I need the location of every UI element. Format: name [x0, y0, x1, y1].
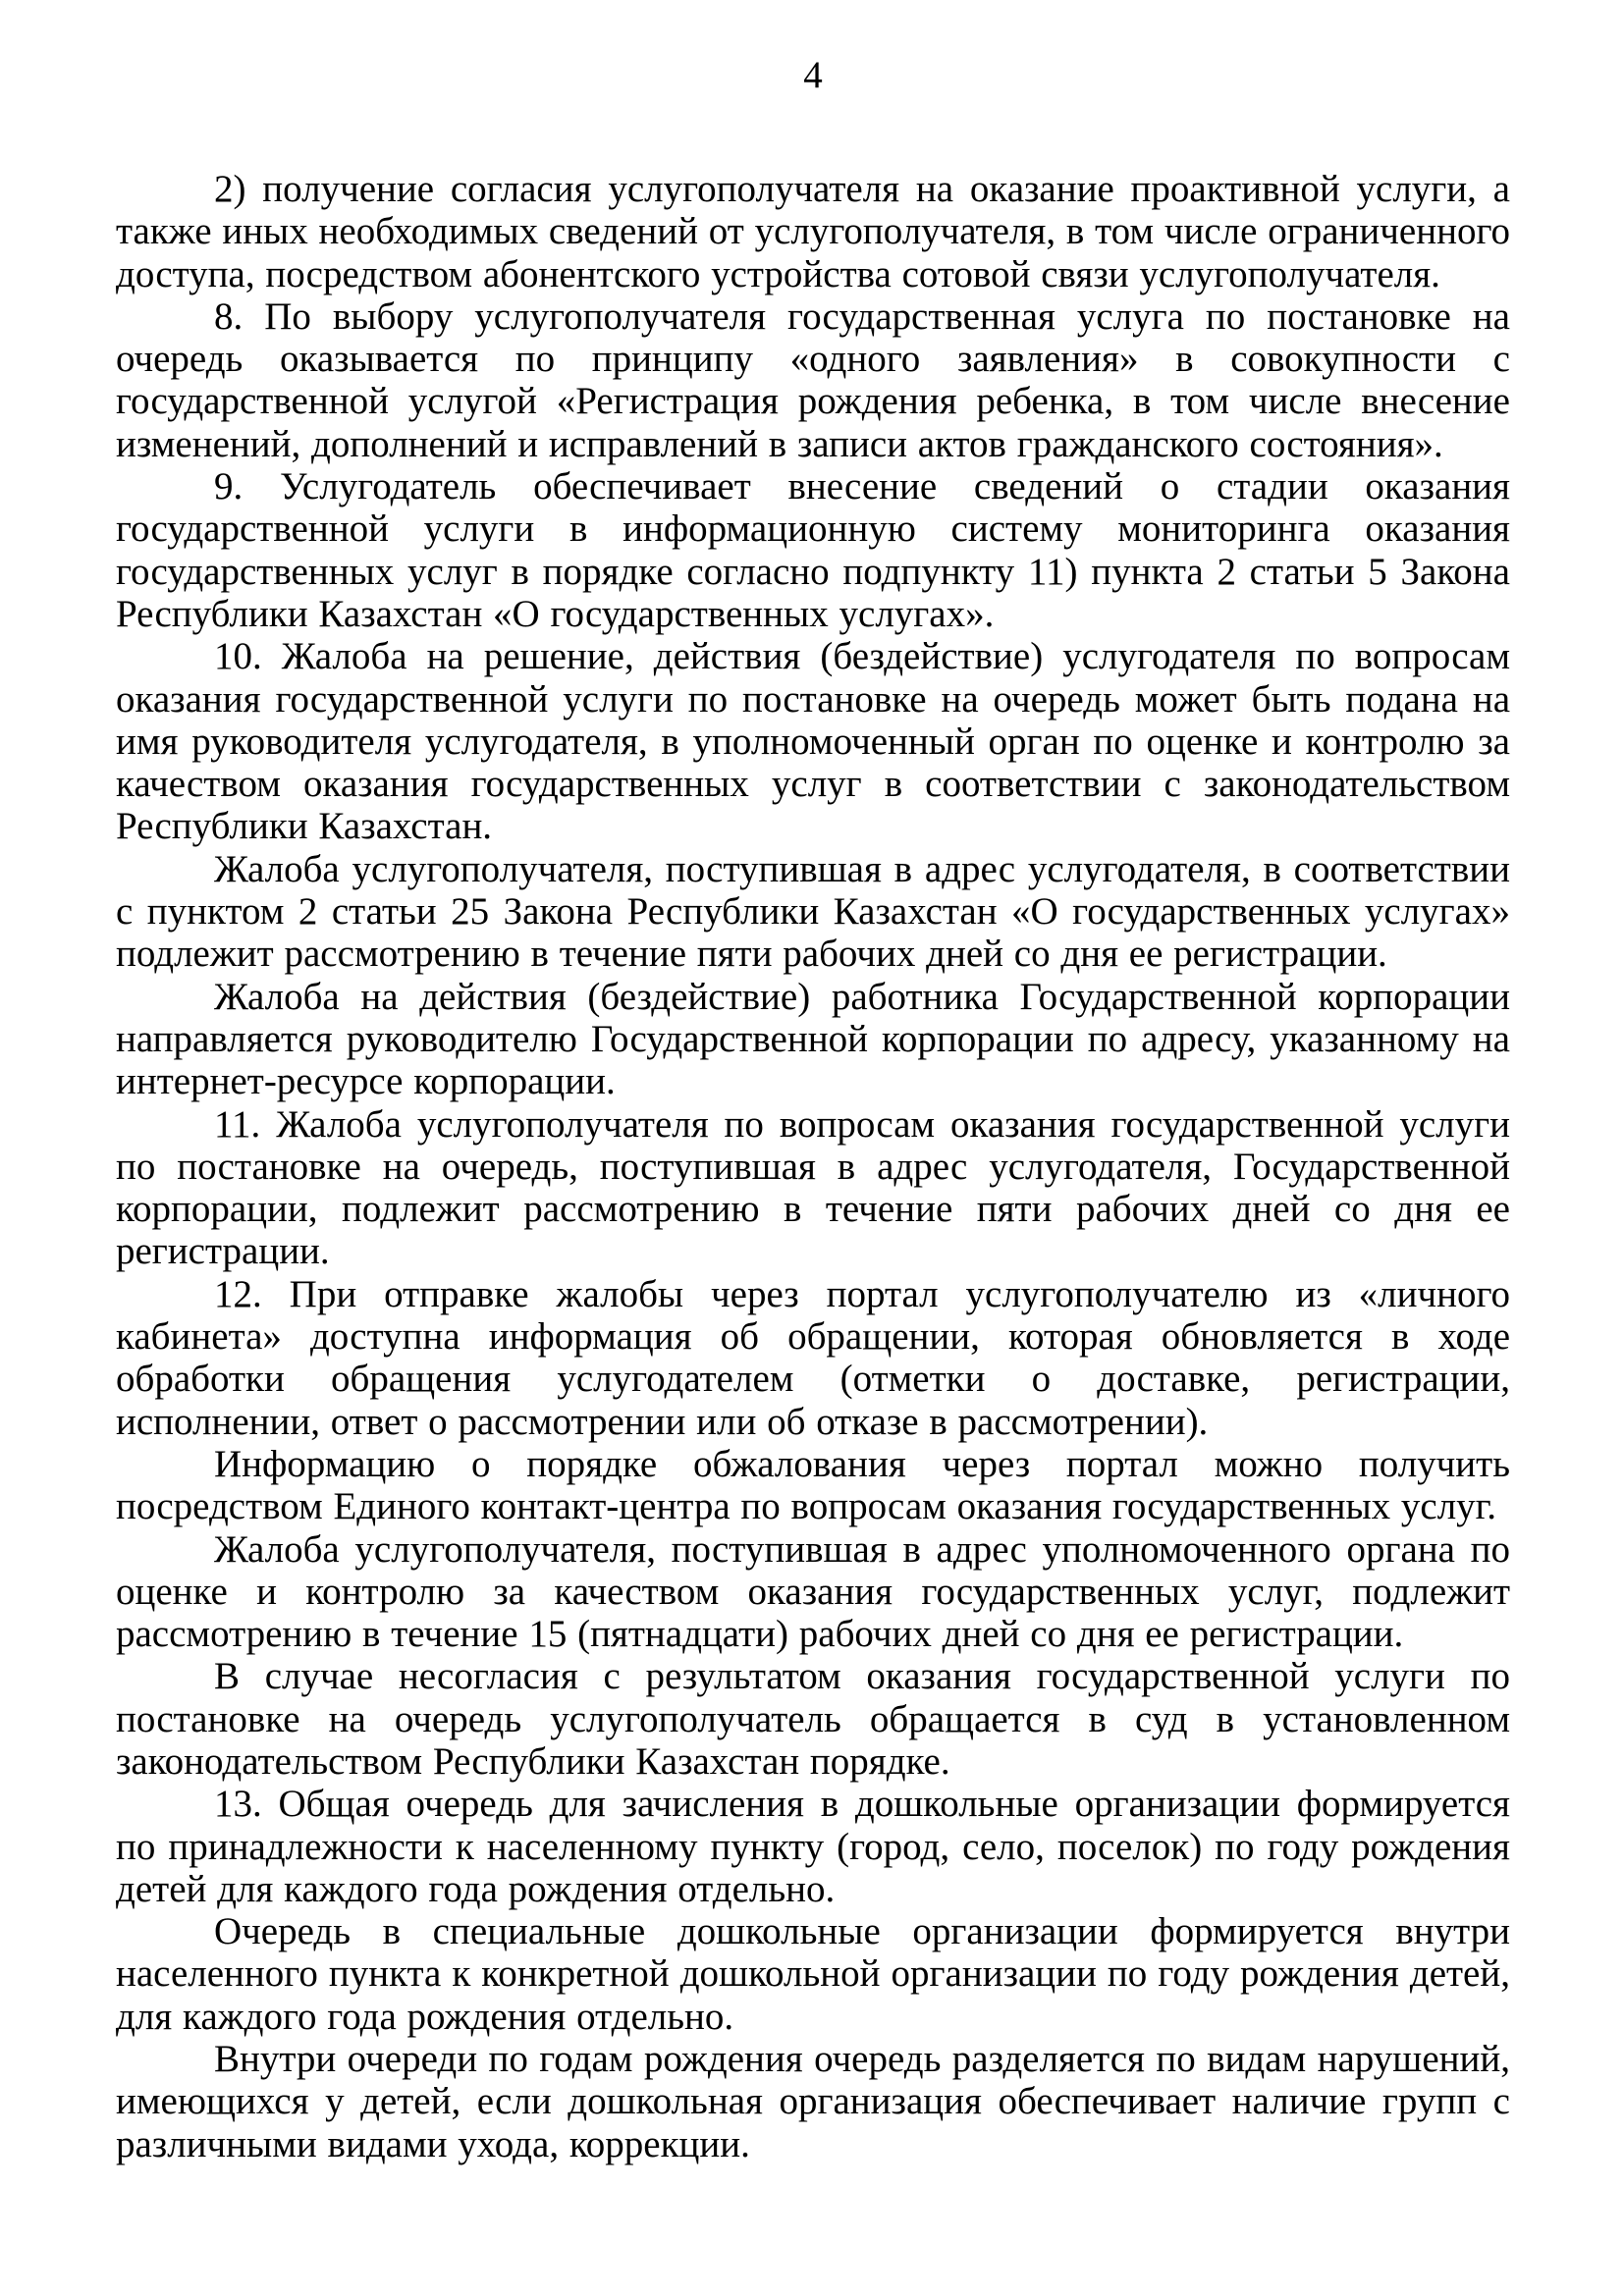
- paragraph-point-13: 13. Общая очередь для зачисления в дошкольные организации формируется по принадлежности к населенному пункту (город, село, поселок) по году рождения детей для каждого года рождения отдельно.: [116, 1783, 1510, 1910]
- paragraph-special-queue: Очередь в специальные дошкольные организации формируется внутри населенного пункта к конкретной дошкольной организации по году рождения детей, для каждого года рождения отдельно.: [116, 1910, 1510, 2038]
- paragraph-point-9: 9. Услугодатель обеспечивает внесение сведений о стадии оказания государственной услуги в информационную систему мониторинга оказания государственных услуг в порядке согласно подпункту 11) пункта 2 статьи 5 Закона Республики Казахстан «О государственных услугах».: [116, 465, 1510, 635]
- paragraph-contact-center-info: Информацию о порядке обжалования через портал можно получить посредством Единого контакт-центра по вопросам оказания государственных услуг.: [116, 1442, 1510, 1528]
- paragraph-point-11: 11. Жалоба услугополучателя по вопросам оказания государственной услуги по постановке на очередь, поступившая в адрес услугодателя, Государственной корпорации, подлежит рассмотрению в течение пяти рабочих дней со дня ее регистрации.: [116, 1102, 1510, 1273]
- paragraph-point-12: 12. При отправке жалобы через портал услугополучателю из «личного кабинета» доступна информация об обращении, которая обновляется в ходе обработки обращения услугодателем (отметки о доставке, регистрации, исполнении, ответ о рассмотрении или об отказе в рассмотрении).: [116, 1272, 1510, 1443]
- paragraph-complaint-authorized-body: Жалоба услугополучателя, поступившая в адрес уполномоченного органа по оценке и контролю за качеством оказания государственных услуг, подлежит рассмотрению в течение 15 (пятнадцати) рабочих дней со дня ее регистрации.: [116, 1527, 1510, 1656]
- paragraph-queue-by-disorder: Внутри очереди по годам рождения очередь разделяется по видам нарушений, имеющихся у детей, если дошкольная организация обеспечивает наличие групп с различными видами ухода, коррекции.: [116, 2038, 1510, 2165]
- paragraph-court-appeal: В случае несогласия с результатом оказания государственной услуги по постановке на очередь услугополучатель обращается в суд в установленном законодательством Республики Казахстан порядке.: [116, 1655, 1510, 1783]
- paragraph-complaint-provider: Жалоба услугополучателя, поступившая в адрес услугодателя, в соответствии с пунктом 2 статьи 25 Закона Республики Казахстан «О государственных услугах» подлежит рассмотрению в течение пяти рабочих дней со дня ее регистрации.: [116, 847, 1510, 976]
- document-body: [116, 168, 1510, 2165]
- paragraph-point-8: 8. По выбору услугополучателя государственная услуга по постановке на очередь оказывается по принципу «одного заявления» в совокупности с государственной услугой «Регистрация рождения ребенка, в том числе внесение изменений, дополнений и исправлений в записи актов гражданского состояния».: [116, 294, 1510, 465]
- paragraph-point-10: 10. Жалоба на решение, действия (бездействие) услугодателя по вопросам оказания государственной услуги по постановке на очередь может быть подана на имя руководителя услугодателя, в уполномоченный орган по оценке и контролю за качеством оказания государственных услуг в соответствии с законодательством Республики Казахстан.: [116, 635, 1510, 848]
- paragraph-subpoint-2: 2) получение согласия услугополучателя на оказание проактивной услуги, а также иных необходимых сведений от услугополучателя, в том числе ограниченного доступа, посредством абонентского устройства сотовой связи услугополучателя.: [116, 168, 1510, 295]
- page-number: 4: [803, 54, 823, 96]
- paragraph-complaint-corporation: Жалоба на действия (бездействие) работника Государственной корпорации направляется руководителю Государственной корпорации по адресу, указанному на интернет-ресурсе корпорации.: [116, 975, 1510, 1103]
